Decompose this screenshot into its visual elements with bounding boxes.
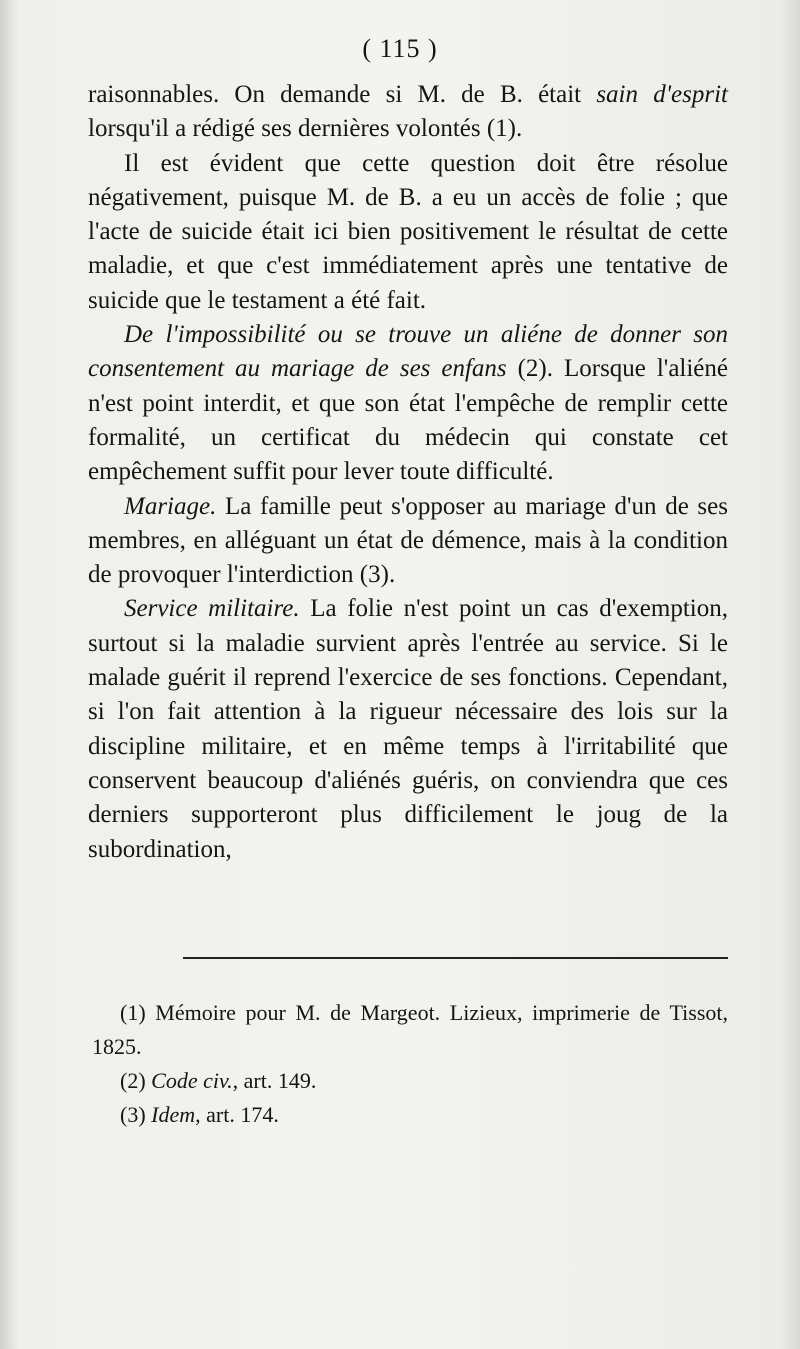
paragraph-1-italic: sain d'esprit: [596, 81, 728, 108]
footnote-2-num: (2): [120, 1068, 152, 1093]
page-number: ( 115 ): [362, 34, 438, 63]
paragraph-5: [88, 592, 728, 866]
paragraph-4-heading: Mariage.: [124, 492, 217, 520]
footnote-3: [92, 1098, 728, 1132]
footnote-3-italic: Idem: [151, 1102, 196, 1127]
paragraph-1: [88, 78, 728, 147]
footnote-1: (1) Mémoire pour M. de Margeot. Lizieux, imprimerie de Tissot, 1825.: [92, 1000, 728, 1059]
main-text: [88, 78, 728, 867]
paragraph-1-text-a: raisonnables. On demande si M. de B. était: [88, 81, 597, 108]
footnote-2-italic: Code civ.: [151, 1068, 233, 1093]
footnotes: [92, 996, 728, 1132]
paragraph-4: [88, 490, 728, 593]
footnote-3-num: (3): [120, 1102, 152, 1127]
paragraph-3-text: (2). Lorsque l'aliéné n'est point interdit, et que son état l'empêche de remplir cette formalité, un certificat du médecin qui constate cet empêchement suffit pour lever toute difficulté.: [88, 355, 728, 486]
paragraph-1-text-b: lorsqu'il a rédigé ses dernières volontés (1).: [88, 115, 523, 143]
paragraph-4-text: La famille peut s'opposer au mariage d'un de ses membres, en alléguant un état de démence, mais à la condition de provoquer l'interdiction (3).: [88, 492, 728, 589]
paragraph-5-text: La folie n'est point un cas d'exemption, surtout si la maladie survient après l'entrée au service. Si le malade guérit il reprend l'exercice de ses fonctions. Cependant, si l'on fait attention à la rigueur nécessaire des lois sur la discipline militaire, et en même temps à l'irritabilité que conservent beaucoup d'aliénés guéris, on conviendra que ces derniers supporteront plus difficilement le joug de la subordination,: [88, 595, 728, 863]
paragraph-5-heading: Service militaire.: [124, 595, 300, 623]
paragraph-3-heading: De l'impossibilité ou se trouve un aliéne de donner son consentement au mariage de ses enfans: [88, 321, 728, 383]
paragraph-2: Il est évident que cette question doit être résolue négativement, puisque M. de B. a eu un accès de folie ; que l'acte de suicide était ici bien positivement le résultat de cette maladie, et que c'est immédiatement après une tentative de suicide que le testament a été fait.: [88, 149, 728, 314]
paragraph-3: [88, 318, 728, 489]
footnote-2-text: , art. 149.: [232, 1068, 317, 1093]
footnote-3-text: , art. 174.: [195, 1102, 279, 1127]
footnote-2: [92, 1064, 728, 1098]
footnote-divider: [183, 957, 728, 959]
